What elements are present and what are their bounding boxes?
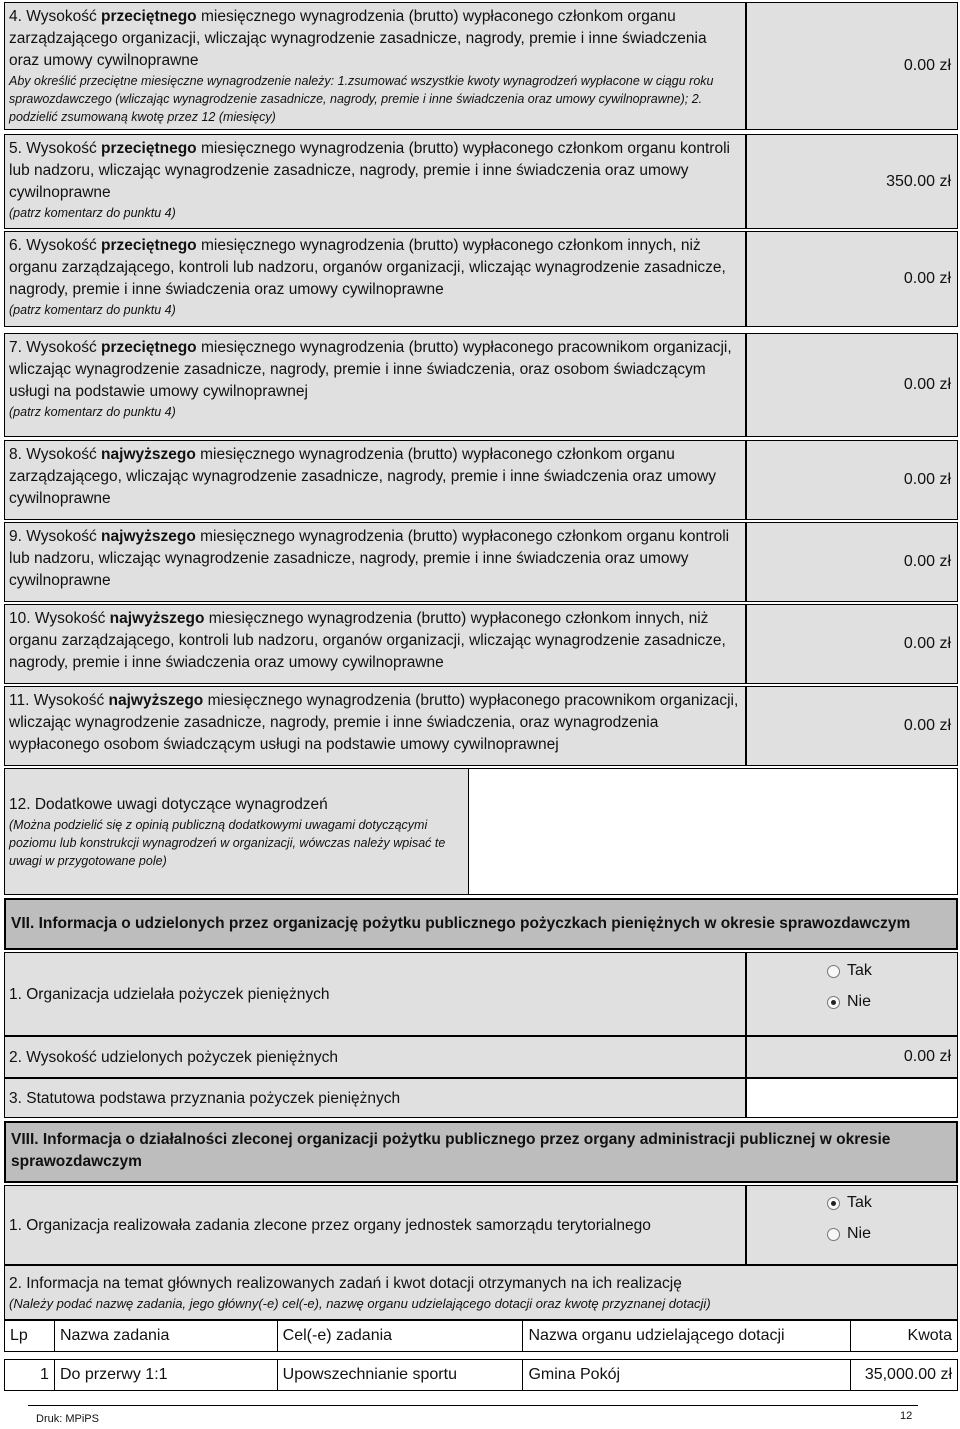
question-number: 8. xyxy=(9,446,22,463)
column-header-amount: Kwota xyxy=(851,1321,958,1352)
question-text: miesięcznego wynagrodzenia (brutto) wypłaconego członkom innych, niż organu zarządzającego, kontroli lub nadzoru, organów organizacji, wliczając wynagrodzenie zasadnicze, nagrody, premie i inne świadczenia oraz umowy cywilnoprawne xyxy=(9,237,726,298)
question-text-pre: Wysokość xyxy=(26,339,102,356)
cell-task-name[interactable]: Do przerwy 1:1 xyxy=(54,1360,277,1391)
question-instructions: Aby określić przeciętne miesięczne wynagrodzenie należy: 1.zsumować wszystkie kwoty wynagrodzeń wypłacone w ciągu roku sprawozdawczego (wliczając wynagrodzenie zasadnicze, nagrody, premie i inne świadczenia oraz umowy cywilnoprawne); 2. podzielić zsumowaną kwotę przez 12 (miesięcy) xyxy=(9,74,714,124)
loans-granted-label: 1. Organizacja udzielała pożyczek pieniężnych xyxy=(4,952,746,1036)
salary-value-5[interactable]: 350.00 zł xyxy=(746,134,958,229)
question-number: 4. xyxy=(9,8,22,25)
remarks-label-cell xyxy=(4,768,470,895)
page-number: 12 xyxy=(900,1410,913,1422)
question-emphasis: przeciętnego xyxy=(101,140,197,157)
column-header-task-goal: Cel(-e) zadania xyxy=(277,1321,523,1352)
column-header-task-name: Nazwa zadania xyxy=(54,1321,277,1352)
question-text-pre: Wysokość xyxy=(26,8,102,25)
loan-basis-label: 3. Statutowa podstawa przyznania pożyczek pieniężnych xyxy=(4,1078,746,1118)
question-number: 5. xyxy=(9,140,22,157)
question-comment-ref: (patrz komentarz do punktu 4) xyxy=(9,405,176,419)
radio-option-nie[interactable]: Nie xyxy=(827,991,957,1013)
remarks-title: 12. Dodatkowe uwagi dotyczące wynagrodzeń xyxy=(9,796,328,813)
loans-granted-radio-group xyxy=(746,952,958,1036)
radio-checked-icon[interactable] xyxy=(827,1197,840,1210)
salary-question-10 xyxy=(4,604,746,684)
question-text: miesięcznego wynagrodzenia (brutto) wypłaconego członkom organu kontroli lub nadzoru, wliczając wynagrodzenie zasadnicze, nagrody, premie i inne świadczenia oraz umowy cywilnoprawne xyxy=(9,528,730,589)
question-text-pre: Wysokość xyxy=(26,237,102,254)
question-text: miesięcznego wynagrodzenia (brutto) wypłaconego pracownikom organizacji, wliczając wynagrodzenie zasadnicze, nagrody, premie i inne świadczenia, oraz osobom świadczącym usługi na podstawie umowy cywilnoprawnej xyxy=(9,339,732,400)
question-text: miesięcznego wynagrodzenia (brutto) wypłaconego członkom innych, niż organu zarządzającego, kontroli lub nadzoru, organów organizacji, wliczając wynagrodzenie zasadnicze, nagrody, premie i inne świadczenia oraz umowy cywilnoprawne xyxy=(9,610,726,671)
question-number: 9. xyxy=(9,528,22,545)
salary-value-11[interactable]: 0.00 zł xyxy=(746,686,958,766)
loan-amount-value[interactable]: 0.00 zł xyxy=(746,1036,958,1078)
footer-print-label: Druk: MPiPS xyxy=(36,1413,99,1425)
radio-option-nie[interactable]: Nie xyxy=(827,1223,957,1245)
salary-question-8 xyxy=(4,440,746,520)
cell-task-goal[interactable]: Upowszechnianie sportu xyxy=(277,1360,523,1391)
question-text-pre: Wysokość xyxy=(26,528,102,545)
salary-value-8[interactable]: 0.00 zł xyxy=(746,440,958,520)
loan-basis-input[interactable] xyxy=(746,1078,958,1118)
question-emphasis: najwyższego xyxy=(108,692,204,709)
question-text: miesięcznego wynagrodzenia (brutto) wypłaconego członkom organu zarządzającego, wliczając wynagrodzenie zasadnicze, nagrody, premie i inne świadczenia oraz umowy cywilnoprawne xyxy=(9,446,717,507)
salary-value-10[interactable]: 0.00 zł xyxy=(746,604,958,684)
footer-rule xyxy=(28,1405,918,1406)
radio-unchecked-icon[interactable] xyxy=(827,965,840,978)
loan-amount-label: 2. Wysokość udzielonych pożyczek pieniężnych xyxy=(4,1036,746,1078)
question-text: miesięcznego wynagrodzenia (brutto) wypłaconego członkom organu zarządzającego organizacji, wliczając wynagrodzenie zasadnicze, nagrody, premie i inne świadczenia oraz umowy cywilnoprawne xyxy=(9,8,707,69)
radio-unchecked-icon[interactable] xyxy=(827,1228,840,1241)
table-row xyxy=(5,1360,958,1391)
question-emphasis: przeciętnego xyxy=(101,339,197,356)
remarks-input[interactable] xyxy=(468,768,958,895)
question-emphasis: najwyższego xyxy=(101,446,196,463)
cell-amount[interactable]: 35,000.00 zł xyxy=(851,1360,958,1391)
question-emphasis: przeciętnego xyxy=(101,237,197,254)
salary-question-5 xyxy=(4,134,746,229)
question-emphasis: najwyższego xyxy=(101,528,196,545)
question-comment-ref: (patrz komentarz do punktu 4) xyxy=(9,206,176,220)
radio-option-tak[interactable]: Tak xyxy=(827,960,957,982)
question-number: 7. xyxy=(9,339,22,356)
question-text-pre: Wysokość xyxy=(26,446,102,463)
question-number: 6. xyxy=(9,237,22,254)
subsidies-info-label: 2. Informacja na temat głównych realizowanych zadań i kwot dotacji otrzymanych na ich realizację (Należy podać nazwę zadania, jego główny(-e) cel(-e), nazwę organu udzielającego dotacji oraz kwotę przyznanej dotacji) xyxy=(4,1265,958,1320)
salary-value-7[interactable]: 0.00 zł xyxy=(746,333,958,437)
salary-value-6[interactable]: 0.00 zł xyxy=(746,231,958,327)
radio-option-tak[interactable]: Tak xyxy=(827,1192,957,1214)
question-emphasis: najwyższego xyxy=(109,610,205,627)
salary-value-9[interactable]: 0.00 zł xyxy=(746,522,958,602)
radio-checked-icon[interactable] xyxy=(827,996,840,1009)
table-header-row xyxy=(5,1321,958,1352)
cell-authority[interactable]: Gmina Pokój xyxy=(523,1360,851,1391)
salary-question-9 xyxy=(4,522,746,602)
commissioned-tasks-label: 1. Organizacja realizowała zadania zlecone przez organy jednostek samorządu terytorialnego xyxy=(4,1185,746,1265)
question-number: 11. xyxy=(9,692,30,709)
column-header-lp: Lp xyxy=(5,1321,55,1352)
question-text-pre: Wysokość xyxy=(26,140,102,157)
question-comment-ref: (patrz komentarz do punktu 4) xyxy=(9,303,176,317)
question-emphasis: przeciętnego xyxy=(101,8,197,25)
question-text: miesięcznego wynagrodzenia (brutto) wypłaconego pracownikom organizacji, wliczając wynagrodzenie zasadnicze, nagrody, premie i inne świadczenia, oraz wynagrodzenia wypłaconego osobom świadczącym usługi na podstawie umowy cywilnoprawnej xyxy=(9,692,739,753)
question-text: miesięcznego wynagrodzenia (brutto) wypłaconego członkom organu kontroli lub nadzoru, wliczając wynagrodzenie zasadnicze, nagrody, premie i inne świadczenia oraz umowy cywilnoprawne xyxy=(9,140,730,201)
question-text-pre: Wysokość xyxy=(34,610,110,627)
section-vii-header: VII. Informacja o udzielonych przez organizację pożytku publicznego pożyczkach pieniężnych w okresie sprawozdawczym xyxy=(4,898,958,950)
question-number: 10. xyxy=(9,610,31,627)
salary-question-4 xyxy=(4,2,746,130)
column-header-authority: Nazwa organu udzielającego dotacji xyxy=(523,1321,851,1352)
subsidies-table xyxy=(4,1320,958,1391)
table-spacer xyxy=(5,1352,958,1360)
salary-value-4[interactable]: 0.00 zł xyxy=(746,2,958,130)
subsidies-info-note: (Należy podać nazwę zadania, jego główny(-e) cel(-e), nazwę organu udzielającego dotacji oraz kwotę przyznanej dotacji) xyxy=(9,1296,711,1311)
salary-question-6 xyxy=(4,231,746,327)
salary-question-7 xyxy=(4,333,746,437)
cell-lp[interactable]: 1 xyxy=(5,1360,55,1391)
section-viii-header: VIII. Informacja o działalności zleconej organizacji pożytku publicznego przez organy administracji publicznej w okresie sprawozdawczym xyxy=(4,1121,958,1183)
commissioned-tasks-radio-group xyxy=(746,1185,958,1265)
question-text-pre: Wysokość xyxy=(33,692,109,709)
salary-question-11 xyxy=(4,686,746,766)
remarks-note: (Można podzielić się z opinią publiczną dodatkowymi uwagami dotyczącymi poziomu lub konstrukcji wynagrodzeń w organizacji, wówczas należy wpisać te uwagi w przygotowane pole) xyxy=(9,818,446,868)
